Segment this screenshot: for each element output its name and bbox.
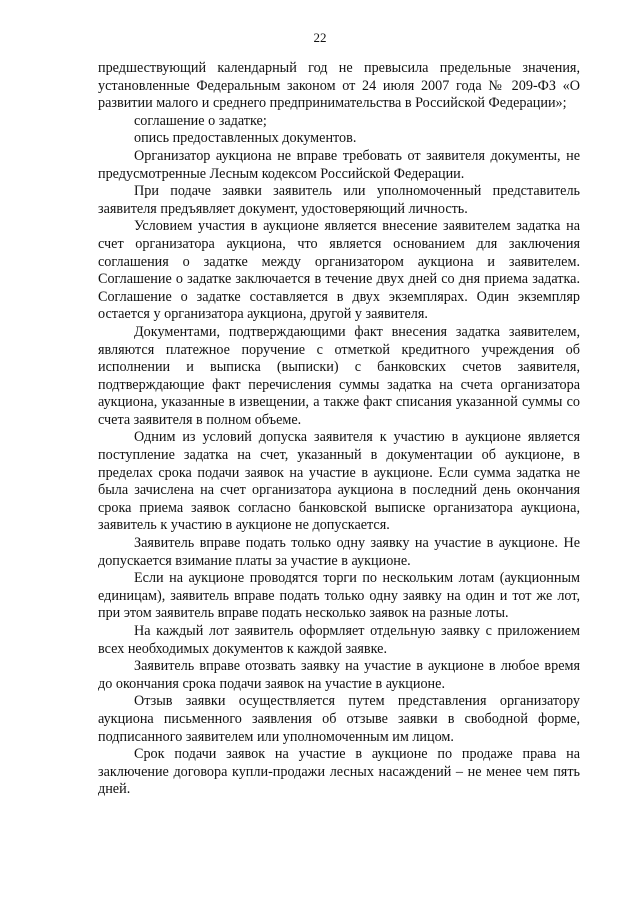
list-item: опись предоставленных документов. bbox=[134, 130, 357, 147]
list-item: соглашение о задатке; bbox=[134, 112, 267, 129]
paragraph: На каждый лот заявитель оформляет отдельную заявку с приложением всех необходимых документов к каждой заявке. bbox=[98, 623, 580, 657]
paragraph: Одним из условий допуска заявителя к участию в аукционе является поступление задатка на счет, указанный в документации об аукционе, в пределах срока подачи заявок на участие в аукционе. Если сумма задатка не была зачислена на счет организатора аукциона в последний день окончания срока приема заявок согласно банковской выписке организатора аукциона, заявитель к участию в аукционе не допускается. bbox=[98, 429, 580, 534]
paragraph: Если на аукционе проводятся торги по нескольким лотам (аукционным единицам), заявитель вправе подать только одну заявку на один и тот же лот, при этом заявитель вправе подать несколько заявок на разные лоты. bbox=[98, 570, 580, 622]
paragraph: Условием участия в аукционе является внесение заявителем задатка на счет организатора аукциона, что является основанием для заключения соглашения о задатке между организатором аукциона и заявителем. Соглашение о задатке заключается в течение двух дней со дня приема задатка. Соглашение о задатке составляется в двух экземплярах. Один экземпляр остается у организатора аукциона, другой у заявителя. bbox=[98, 218, 580, 323]
paragraph: При подаче заявки заявитель или уполномоченный представитель заявителя предъявляет документ, удостоверяющий личность. bbox=[98, 183, 580, 217]
document-body bbox=[98, 60, 580, 799]
paragraph: Организатор аукциона не вправе требовать от заявителя документы, не предусмотренные Лесным кодексом Российской Федерации. bbox=[98, 147, 580, 182]
paragraph: Заявитель вправе отозвать заявку на участие в аукционе в любое время до окончания срока подачи заявок на участие в аукционе. bbox=[98, 658, 580, 692]
paragraph: Документами, подтверждающими факт внесения задатка заявителем, являются платежное поручение с отметкой кредитного учреждения об исполнении и выписка (выписки) с банковских счетов заявителя, подтверждающие факт перечисления суммы задатка на счета организатора аукциона, указанные в извещении, а также факт списания указанной суммы со счета заявителя в полном объеме. bbox=[98, 323, 580, 428]
paragraph: Отзыв заявки осуществляется путем представления организатору аукциона письменного заявления об отзыве заявки в свободной форме, подписанного заявителем или уполномоченным им лицом. bbox=[98, 693, 580, 745]
paragraph: Срок подачи заявок на участие в аукционе по продаже права на заключение договора купли-продажи лесных насаждений – не менее чем пять дней. bbox=[98, 746, 580, 798]
paragraph: Заявитель вправе подать только одну заявку на участие в аукционе. Не допускается взимание платы за участие в аукционе. bbox=[98, 535, 580, 569]
page-number: 22 bbox=[313, 30, 327, 45]
paragraph-continuation: предшествующий календарный год не превысила предельные значения, установленные Федеральным законом от 24 июля 2007 года № 209-ФЗ «О развитии малого и среднего предпринимательства в Российской Федерации»; bbox=[98, 60, 580, 112]
